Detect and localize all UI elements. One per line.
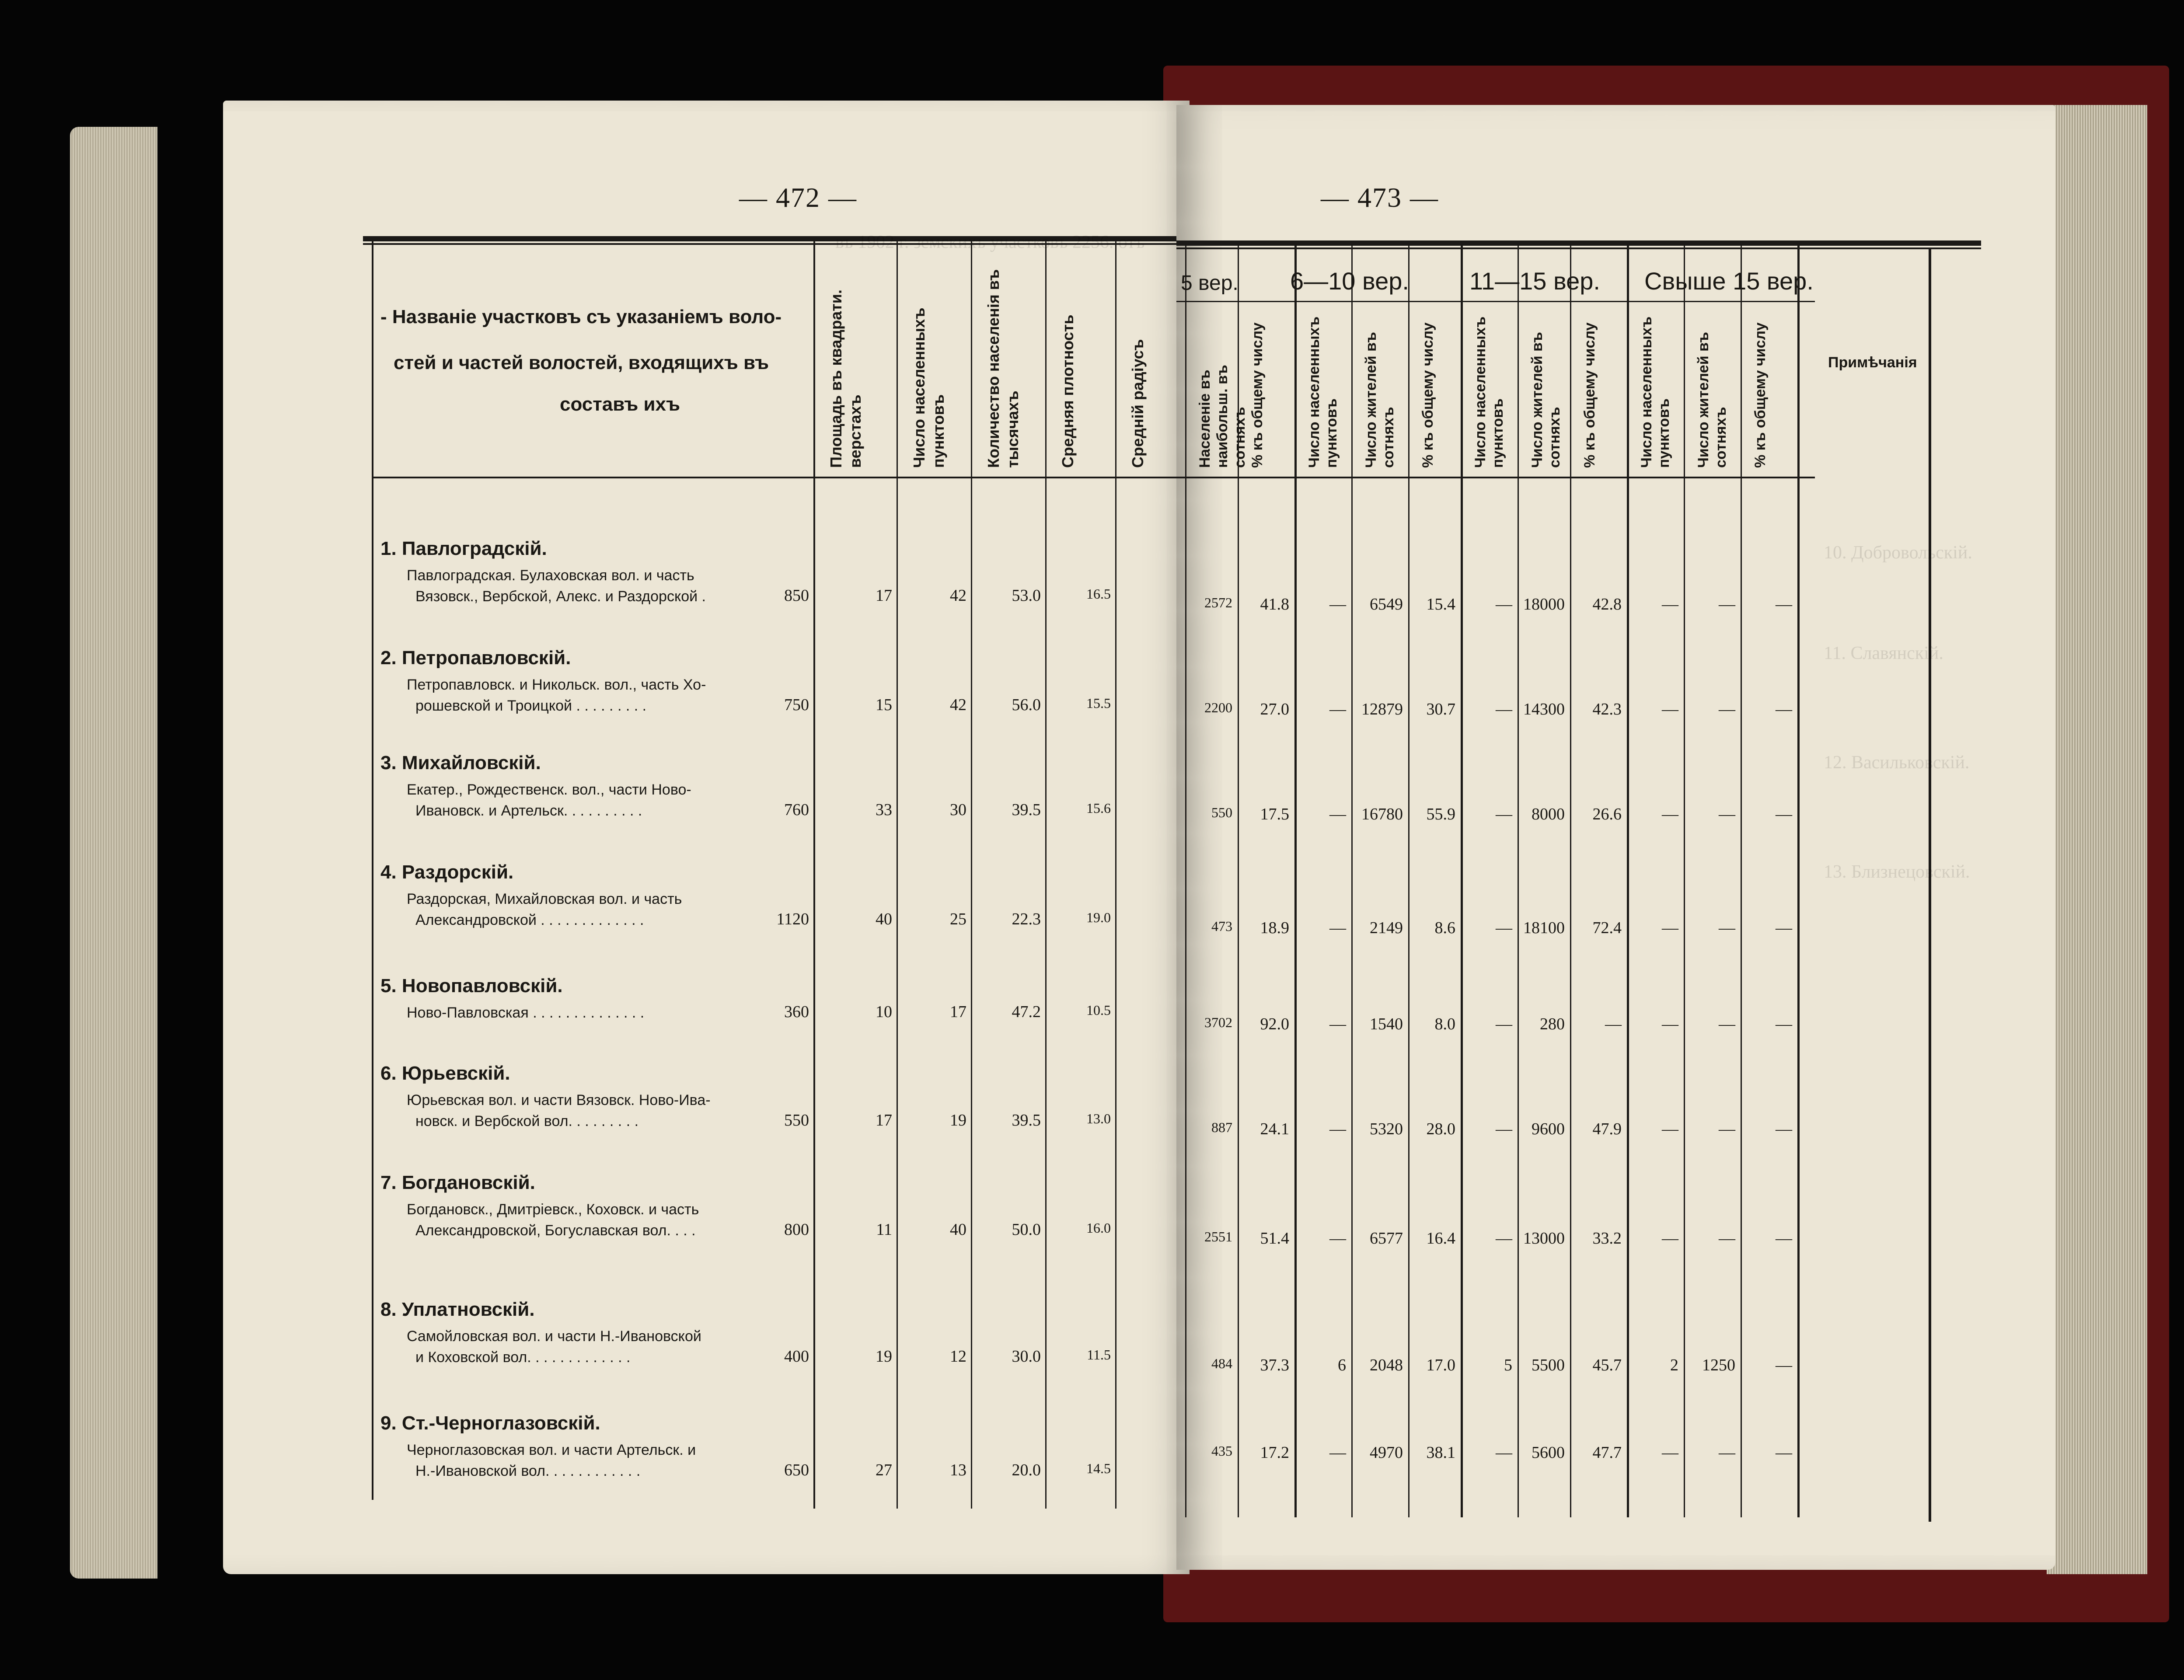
right-col-header: % къ общему числу xyxy=(1752,322,1769,468)
table-cell: 2 xyxy=(1670,1356,1678,1374)
table-cell: 9600 xyxy=(1532,1120,1565,1138)
table-cell: — xyxy=(1719,1443,1735,1462)
table-cell: 6577 xyxy=(1370,1229,1403,1248)
district-title: 9. Ст.-Черноглазовскій. xyxy=(380,1412,600,1434)
right-col-header: % къ общему числу xyxy=(1420,322,1436,468)
table-cell: 42.8 xyxy=(1592,595,1622,613)
group-header-over-15: Свыше 15 вер. xyxy=(1644,267,1814,295)
table-cell: 1540 xyxy=(1370,1015,1403,1033)
table-cell: 13.0 xyxy=(1086,1111,1111,1126)
table-cell: 14300 xyxy=(1523,700,1565,718)
table-cell: 30 xyxy=(950,801,966,819)
table-cell: 47.9 xyxy=(1592,1120,1622,1138)
district-title: 3. Михайловскій. xyxy=(380,752,541,774)
group-header-rule xyxy=(1176,301,1815,302)
table-cell: — xyxy=(1496,1120,1512,1138)
table-cell: — xyxy=(1662,1015,1678,1033)
right-page xyxy=(1176,105,2055,1570)
table-cell: 25 xyxy=(950,910,966,928)
table-cell: 8000 xyxy=(1532,805,1565,823)
col-rule xyxy=(813,240,815,1509)
open-book xyxy=(52,48,2134,1640)
table-cell: — xyxy=(1719,1015,1735,1033)
table-cell: 30.7 xyxy=(1426,700,1455,718)
group-header-6-10: 6—10 вер. xyxy=(1290,267,1409,295)
table-cell: 55.9 xyxy=(1426,805,1455,823)
district-description: Богдановск., Дмитріевск., Коховск. и часть xyxy=(407,1201,699,1218)
table-cell: 50.0 xyxy=(1012,1220,1041,1239)
table-cell: 40 xyxy=(876,910,892,928)
table-cell: 550 xyxy=(1211,805,1232,820)
table-cell: 760 xyxy=(784,801,809,819)
table-cell: — xyxy=(1496,700,1512,718)
table-cell: — xyxy=(1329,805,1346,823)
right-col-header: % къ общему числу xyxy=(1581,322,1598,468)
table-cell: — xyxy=(1605,1015,1622,1033)
col-header-area: Площадь въ квадрати. верстахъ xyxy=(827,289,864,468)
district-description: Александровской . . . . . . . . . . . . . xyxy=(415,912,644,928)
table-cell: — xyxy=(1662,1229,1678,1248)
table-cell: 17.5 xyxy=(1260,805,1289,823)
table-cell: 16.4 xyxy=(1426,1229,1455,1248)
table-cell: 19 xyxy=(950,1111,966,1129)
district-description: Ивановск. и Артельск. . . . . . . . . . xyxy=(415,802,642,819)
table-cell: 41.8 xyxy=(1260,595,1289,613)
table-cell: 550 xyxy=(784,1111,809,1129)
table-cell: 47.2 xyxy=(1012,1003,1041,1021)
table-cell: 24.1 xyxy=(1260,1120,1289,1138)
table-cell: 51.4 xyxy=(1260,1229,1289,1248)
col-rule xyxy=(1408,245,1409,1517)
col-rule xyxy=(1461,245,1463,1517)
table-cell: — xyxy=(1776,700,1792,718)
table-cell: 17 xyxy=(950,1003,966,1021)
group-header-11-15: 11—15 вер. xyxy=(1469,267,1600,295)
col-header-density: Средняя плотность xyxy=(1059,314,1077,468)
district-title: 6. Юрьевскій. xyxy=(380,1063,510,1084)
table-cell: 27 xyxy=(876,1461,892,1479)
district-description: Петропавловск. и Никольск. вол., часть Хо- xyxy=(407,676,706,693)
table-cell: — xyxy=(1329,595,1346,613)
right-col-header: Число жителей въ сотняхъ xyxy=(1695,332,1729,468)
table-cell: 2551 xyxy=(1204,1229,1232,1244)
table-cell: 850 xyxy=(784,586,809,605)
col-rule xyxy=(1045,240,1047,1509)
table-cell: 18100 xyxy=(1523,919,1565,937)
table-cell: 92.0 xyxy=(1260,1015,1289,1033)
table-cell: 72.4 xyxy=(1592,919,1622,937)
table-cell: 18.9 xyxy=(1260,919,1289,937)
table-cell: 3702 xyxy=(1204,1014,1232,1030)
table-cell: — xyxy=(1496,1229,1512,1248)
table-cell: — xyxy=(1719,919,1735,937)
table-cell: 4970 xyxy=(1370,1443,1403,1462)
district-description: Вязовск., Вербской, Алекс. и Раздорской . xyxy=(415,588,706,605)
district-title: 4. Раздорскій. xyxy=(380,861,514,883)
table-cell: 650 xyxy=(784,1461,809,1479)
table-cell: 10 xyxy=(876,1003,892,1021)
table-cell: 11 xyxy=(876,1220,892,1239)
col-rule xyxy=(1185,245,1186,1517)
district-description: рошевской и Троицкой . . . . . . . . . xyxy=(415,697,647,714)
table-cell: 2149 xyxy=(1370,919,1403,937)
table-cell: 800 xyxy=(784,1220,809,1239)
table-cell: 20.0 xyxy=(1012,1461,1041,1479)
col-rule xyxy=(372,240,373,1500)
table-cell: 17 xyxy=(876,586,892,605)
table-cell: 26.6 xyxy=(1592,805,1622,823)
page-number-right: — 473 — xyxy=(1321,182,1439,213)
col-rule xyxy=(1570,245,1571,1517)
table-cell: 39.5 xyxy=(1012,1111,1041,1129)
district-description: Екатер., Рождественск. вол., части Ново- xyxy=(407,781,691,798)
header-rule xyxy=(1176,477,1815,478)
col-header-population: Количество населенія въ тысячахъ xyxy=(984,269,1022,468)
table-cell: 19 xyxy=(876,1347,892,1366)
district-description: новск. и Вербской вол. . . . . . . . . xyxy=(415,1113,639,1129)
col-rule xyxy=(1741,245,1742,1517)
table-cell: 53.0 xyxy=(1012,586,1041,605)
col-header-radius: Средній радіусъ xyxy=(1129,339,1147,468)
district-title: 5. Новопавловскій. xyxy=(380,975,563,997)
table-cell: 22.3 xyxy=(1012,910,1041,928)
district-title: 8. Уплатновскій. xyxy=(380,1299,535,1320)
table-cell: — xyxy=(1329,1229,1346,1248)
table-cell: 19.0 xyxy=(1086,910,1111,925)
table-cell: — xyxy=(1662,700,1678,718)
table-cell: — xyxy=(1719,595,1735,613)
table-cell: — xyxy=(1776,1120,1792,1138)
table-cell: 5320 xyxy=(1370,1120,1403,1138)
table-cell: 16.0 xyxy=(1086,1220,1111,1236)
table-cell: 435 xyxy=(1211,1443,1232,1459)
name-header-line3: составъ ихъ xyxy=(560,394,680,415)
col-rule xyxy=(1797,245,1800,1517)
bleed-through-text: 11. Славянскій. xyxy=(1824,643,1943,663)
table-cell: 5600 xyxy=(1532,1443,1565,1462)
table-cell: 15 xyxy=(876,696,892,714)
bleed-through-text: 10. Добровольскій. xyxy=(1824,543,1972,563)
table-cell: 2048 xyxy=(1370,1356,1403,1374)
table-cell: 12879 xyxy=(1361,700,1403,718)
header-rule xyxy=(372,477,1190,478)
table-cell: 39.5 xyxy=(1012,801,1041,819)
table-cell: 5500 xyxy=(1532,1356,1565,1374)
col-rule xyxy=(1929,249,1931,1522)
table-cell: 15.5 xyxy=(1086,695,1111,711)
table-cell: — xyxy=(1776,919,1792,937)
district-description: Александровской, Богуславская вол. . . . xyxy=(415,1222,696,1239)
table-cell: 18000 xyxy=(1523,595,1565,613)
table-cell: 56.0 xyxy=(1012,696,1041,714)
right-col-header: Число населенныхъ пунктовъ xyxy=(1306,316,1340,468)
table-cell: 38.1 xyxy=(1426,1443,1455,1462)
right-col-header: % къ общему числу xyxy=(1249,322,1266,468)
table-cell: 42 xyxy=(950,696,966,714)
table-cell: — xyxy=(1329,1015,1346,1033)
table-cell: — xyxy=(1662,595,1678,613)
table-cell: 1250 xyxy=(1702,1356,1735,1374)
table-cell: 750 xyxy=(784,696,809,714)
page-edges-left xyxy=(70,127,157,1579)
table-cell: — xyxy=(1719,1120,1735,1138)
table-cell: 280 xyxy=(1540,1015,1565,1033)
right-col-header: Число жителей въ сотняхъ xyxy=(1529,332,1563,468)
table-cell: 5 xyxy=(1504,1356,1512,1374)
table-cell: 10.5 xyxy=(1086,1002,1111,1018)
district-description: Павлоградская. Булаховская вол. и часть xyxy=(407,567,694,584)
table-cell: — xyxy=(1662,805,1678,823)
district-description: Юрьевская вол. и части Вязовск. Ново-Ива- xyxy=(407,1092,711,1108)
district-description: Ново-Павловская . . . . . . . . . . . . . . xyxy=(407,1004,645,1021)
district-description: Н.-Ивановской вол. . . . . . . . . . . . xyxy=(415,1463,641,1479)
table-cell: 14.5 xyxy=(1086,1460,1111,1476)
table-cell: 484 xyxy=(1211,1356,1232,1371)
district-title: 2. Петропавловскій. xyxy=(380,647,571,669)
table-cell: 8.6 xyxy=(1434,919,1455,937)
table-cell: 6549 xyxy=(1370,595,1403,613)
right-col-header: Число населенныхъ пунктовъ xyxy=(1638,316,1672,468)
col-rule xyxy=(971,240,972,1509)
district-description: Самойловская вол. и части Н.-Ивановской xyxy=(407,1328,701,1345)
table-cell: 8.0 xyxy=(1434,1015,1455,1033)
col-rule xyxy=(1627,245,1629,1517)
table-cell: 17.0 xyxy=(1426,1356,1455,1374)
table-cell: 17.2 xyxy=(1260,1443,1289,1462)
table-cell: 13 xyxy=(950,1461,966,1479)
group-header-5: 5 вер. xyxy=(1181,272,1239,295)
table-cell: 6 xyxy=(1338,1356,1346,1374)
table-cell: 473 xyxy=(1211,918,1232,934)
table-cell: — xyxy=(1496,919,1512,937)
table-cell: — xyxy=(1496,595,1512,613)
table-cell: 17 xyxy=(876,1111,892,1129)
table-cell: — xyxy=(1776,1015,1792,1033)
district-title: 7. Богдановскій. xyxy=(380,1172,535,1193)
col-rule xyxy=(1351,245,1353,1517)
table-cell: 42 xyxy=(950,586,966,605)
page-edges-right xyxy=(2047,105,2147,1574)
table-cell: — xyxy=(1776,595,1792,613)
table-cell: 30.0 xyxy=(1012,1347,1041,1366)
col-rule xyxy=(1518,245,1519,1517)
district-description: Раздорская, Михайловская вол. и часть xyxy=(407,891,682,907)
table-cell: 15.4 xyxy=(1426,595,1455,613)
district-description: Черноглазовская вол. и части Артельск. и xyxy=(407,1442,696,1458)
table-cell: — xyxy=(1662,919,1678,937)
table-cell: — xyxy=(1776,1443,1792,1462)
table-cell: 11.5 xyxy=(1087,1347,1111,1363)
table-cell: 12 xyxy=(950,1347,966,1366)
table-cell: — xyxy=(1329,919,1346,937)
name-header-line2: стей и частей волостей, входящихъ въ xyxy=(394,352,769,373)
table-cell: — xyxy=(1776,1229,1792,1248)
notes-header: Примѣчанія xyxy=(1828,354,1917,371)
table-cell: — xyxy=(1329,700,1346,718)
table-cell: 42.3 xyxy=(1592,700,1622,718)
table-cell: — xyxy=(1496,1443,1512,1462)
table-cell: 40 xyxy=(950,1220,966,1239)
table-cell: 33.2 xyxy=(1592,1229,1622,1248)
district-title: 1. Павлоградскій. xyxy=(380,538,547,559)
table-cell: 360 xyxy=(784,1003,809,1021)
table-cell: — xyxy=(1776,805,1792,823)
table-cell: — xyxy=(1662,1120,1678,1138)
page-number-left: — 472 — xyxy=(739,182,857,213)
table-cell: 33 xyxy=(876,801,892,819)
table-cell: 1120 xyxy=(776,910,809,928)
table-cell: 400 xyxy=(784,1347,809,1366)
table-cell: 13000 xyxy=(1523,1229,1565,1248)
table-cell: 15.6 xyxy=(1086,800,1111,816)
table-cell: 37.3 xyxy=(1260,1356,1289,1374)
name-header-line1: - Названіе участковъ съ указаніемъ воло- xyxy=(380,306,782,328)
right-col-header: Число жителей въ сотняхъ xyxy=(1363,332,1397,468)
table-cell: 47.7 xyxy=(1592,1443,1622,1462)
table-cell: 16780 xyxy=(1361,805,1403,823)
right-col-header: Населеніе въ наибольш. въ сотняхъ xyxy=(1197,365,1248,468)
table-cell: — xyxy=(1496,1015,1512,1033)
col-rule xyxy=(1294,245,1297,1517)
district-description: и Коховской вол. . . . . . . . . . . . . xyxy=(415,1349,631,1366)
table-cell: 2200 xyxy=(1204,700,1232,715)
table-cell: 16.5 xyxy=(1086,586,1111,602)
table-cell: 887 xyxy=(1211,1119,1232,1135)
table-cell: 27.0 xyxy=(1260,700,1289,718)
bleed-through-text: 13. Близнецовскій. xyxy=(1824,862,1970,882)
table-cell: — xyxy=(1329,1443,1346,1462)
table-cell: 28.0 xyxy=(1426,1120,1455,1138)
table-cell: — xyxy=(1329,1120,1346,1138)
bleed-through-text: 12. Васильковскій. xyxy=(1824,753,1970,773)
table-cell: 2572 xyxy=(1204,595,1232,610)
table-cell: — xyxy=(1719,700,1735,718)
left-page xyxy=(223,101,1190,1574)
table-cell: — xyxy=(1719,1229,1735,1248)
col-header-points: Число населенныхъ пунктовъ xyxy=(910,307,947,468)
top-rule xyxy=(1176,240,1981,246)
table-cell: — xyxy=(1662,1443,1678,1462)
table-cell: — xyxy=(1496,805,1512,823)
table-cell: 45.7 xyxy=(1592,1356,1622,1374)
table-cell: — xyxy=(1776,1356,1792,1374)
col-rule xyxy=(1115,240,1116,1509)
top-rule-thin xyxy=(1176,247,1981,249)
col-rule xyxy=(897,240,898,1509)
right-col-header: Число населенныхъ пунктовъ xyxy=(1472,316,1506,468)
table-cell: — xyxy=(1719,805,1735,823)
col-rule xyxy=(1684,245,1685,1517)
bleed-through-text: въ 1902 г. земскихъ участковъ 2256. отъ xyxy=(835,232,1145,252)
